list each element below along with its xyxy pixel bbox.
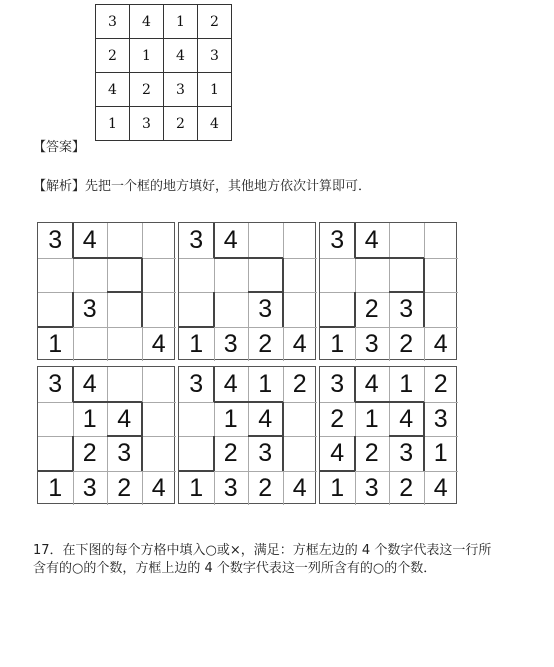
step-cell: 3: [364, 473, 379, 502]
step-cell: [38, 436, 73, 471]
answer-grid-cell: 4: [198, 107, 232, 141]
step-cell: 3: [117, 439, 132, 467]
answer-grid-cell: 1: [96, 107, 130, 141]
step-cell: [283, 223, 318, 258]
step-cell: 3: [364, 329, 379, 358]
step-cell: 2: [82, 439, 97, 467]
step-cell: [107, 258, 142, 293]
step-cell: 4: [258, 404, 273, 433]
step-cell: 3: [330, 370, 345, 398]
step-cell: [38, 292, 73, 327]
answer-grid-cell: 3: [198, 39, 232, 73]
step-cell: 3: [189, 370, 204, 398]
solution-step-puzzle: [37, 222, 175, 360]
step-cell: 1: [48, 329, 63, 358]
step-cell: [214, 292, 249, 327]
step-cell: [73, 327, 108, 362]
solution-step-puzzle: [37, 366, 175, 504]
step-cell: 2: [399, 329, 414, 358]
step-cell: 4: [82, 226, 97, 254]
analysis-text: 【解析】先把一个框的地方填好，其他地方依次计算即可．: [33, 179, 372, 194]
answer-label: 【答案】: [33, 140, 86, 155]
step-cell: [142, 223, 177, 258]
solution-step-puzzle: [319, 222, 457, 360]
answer-grid-cell: 1: [164, 5, 198, 39]
step-cell: 1: [399, 370, 414, 398]
step-cell: 2: [364, 295, 379, 323]
step-cell: [38, 402, 73, 437]
answer-grid-cell: 3: [164, 73, 198, 107]
question-17-line-1: 17．在下图的每个方格中填入○或×，满足：方框左边的 4 个数字代表这一行所: [33, 543, 492, 558]
step-cell: 4: [364, 370, 379, 398]
step-cell: [179, 292, 214, 327]
step-cell: 2: [433, 370, 448, 398]
step-cell: [107, 223, 142, 258]
step-cell: [424, 292, 459, 327]
solution-step-puzzle: [178, 366, 316, 504]
step-cell: 3: [258, 295, 273, 323]
step-cell: [283, 292, 318, 327]
step-cell: 1: [189, 473, 204, 502]
question-17: [33, 542, 523, 578]
step-cell: [142, 367, 177, 402]
step-cell: 4: [151, 329, 166, 358]
step-cell: 1: [433, 439, 448, 467]
answer-grid-row: [96, 39, 232, 73]
step-cell: 3: [82, 473, 97, 502]
step-cell: 3: [399, 439, 414, 467]
step-cell: 3: [258, 439, 273, 467]
answer-grid-cell: 2: [96, 39, 130, 73]
step-cell: [73, 258, 108, 293]
step-cell: 3: [330, 226, 345, 254]
step-cell: 3: [48, 370, 63, 398]
step-cell: [142, 436, 177, 471]
question-17-line-2: 含有的○的个数，方框上边的 4 个数字代表这一列所含有的○的个数．: [33, 561, 437, 576]
answer-grid-cell: 3: [96, 5, 130, 39]
step-cell: [389, 258, 424, 293]
step-cell: [248, 258, 283, 293]
step-cell: [107, 327, 142, 362]
answer-grid-cell: 1: [198, 73, 232, 107]
step-cell: [283, 436, 318, 471]
step-cell: [142, 258, 177, 293]
answer-grid-row: [96, 73, 232, 107]
answer-grid-cell: 4: [96, 73, 130, 107]
step-cell: 1: [330, 473, 345, 502]
step-cell: 4: [223, 226, 238, 254]
step-cell: 3: [223, 473, 238, 502]
step-cell: [214, 258, 249, 293]
step-cell: [320, 292, 355, 327]
step-cell: 3: [399, 295, 414, 323]
step-cell: 3: [82, 295, 97, 323]
step-cell: [248, 223, 283, 258]
step-cell: [179, 258, 214, 293]
step-cell: 3: [223, 329, 238, 358]
step-cell: [107, 292, 142, 327]
step-cell: 2: [399, 473, 414, 502]
step-cell: [389, 223, 424, 258]
answer-grid-cell: 2: [198, 5, 232, 39]
step-cell: 4: [364, 226, 379, 254]
answer-grid-cell: 2: [130, 73, 164, 107]
step-cell: 2: [223, 439, 238, 467]
step-cell: 4: [82, 370, 97, 398]
step-cell: 2: [258, 329, 273, 358]
answer-grid-cell: 3: [130, 107, 164, 141]
answer-grid-cell: 1: [130, 39, 164, 73]
step-cell: 1: [82, 404, 97, 433]
answer-grid-row: [96, 5, 232, 39]
solution-step-puzzle: [178, 222, 316, 360]
step-cell: 3: [189, 226, 204, 254]
step-cell: [107, 367, 142, 402]
step-cell: 2: [330, 404, 345, 433]
step-cell: 2: [292, 370, 307, 398]
step-cell: 1: [223, 404, 238, 433]
step-cell: 1: [48, 473, 63, 502]
step-cell: 1: [330, 329, 345, 358]
answer-grid-cell: 2: [164, 107, 198, 141]
step-cell: [142, 402, 177, 437]
step-cell: [142, 292, 177, 327]
answer-grid-row: [96, 107, 232, 141]
step-cell: [355, 258, 390, 293]
step-cell: [38, 258, 73, 293]
step-cell: 4: [292, 329, 307, 358]
solution-step-puzzle: [319, 366, 457, 504]
step-cell: 2: [364, 439, 379, 467]
step-cell: 3: [433, 404, 448, 433]
answer-grid-cell: 4: [130, 5, 164, 39]
step-cell: 4: [433, 473, 448, 502]
step-cell: [320, 258, 355, 293]
step-cell: [424, 223, 459, 258]
step-cell: 4: [330, 439, 345, 467]
step-cell: 4: [433, 329, 448, 358]
answer-grid-cell: 4: [164, 39, 198, 73]
step-cell: [283, 402, 318, 437]
step-cell: 2: [258, 473, 273, 502]
step-cell: 3: [48, 226, 63, 254]
step-cell: 2: [117, 473, 132, 502]
step-cell: 4: [117, 404, 132, 433]
step-cell: 1: [258, 370, 273, 398]
step-cell: [179, 436, 214, 471]
step-cell: [283, 258, 318, 293]
step-cell: 1: [189, 329, 204, 358]
step-cell: 4: [223, 370, 238, 398]
step-cell: 4: [151, 473, 166, 502]
answer-grid: [95, 4, 232, 141]
step-cell: [179, 402, 214, 437]
step-cell: 4: [399, 404, 414, 433]
step-cell: [424, 258, 459, 293]
step-cell: 1: [364, 404, 379, 433]
step-cell: 4: [292, 473, 307, 502]
solution-steps: [37, 222, 457, 505]
